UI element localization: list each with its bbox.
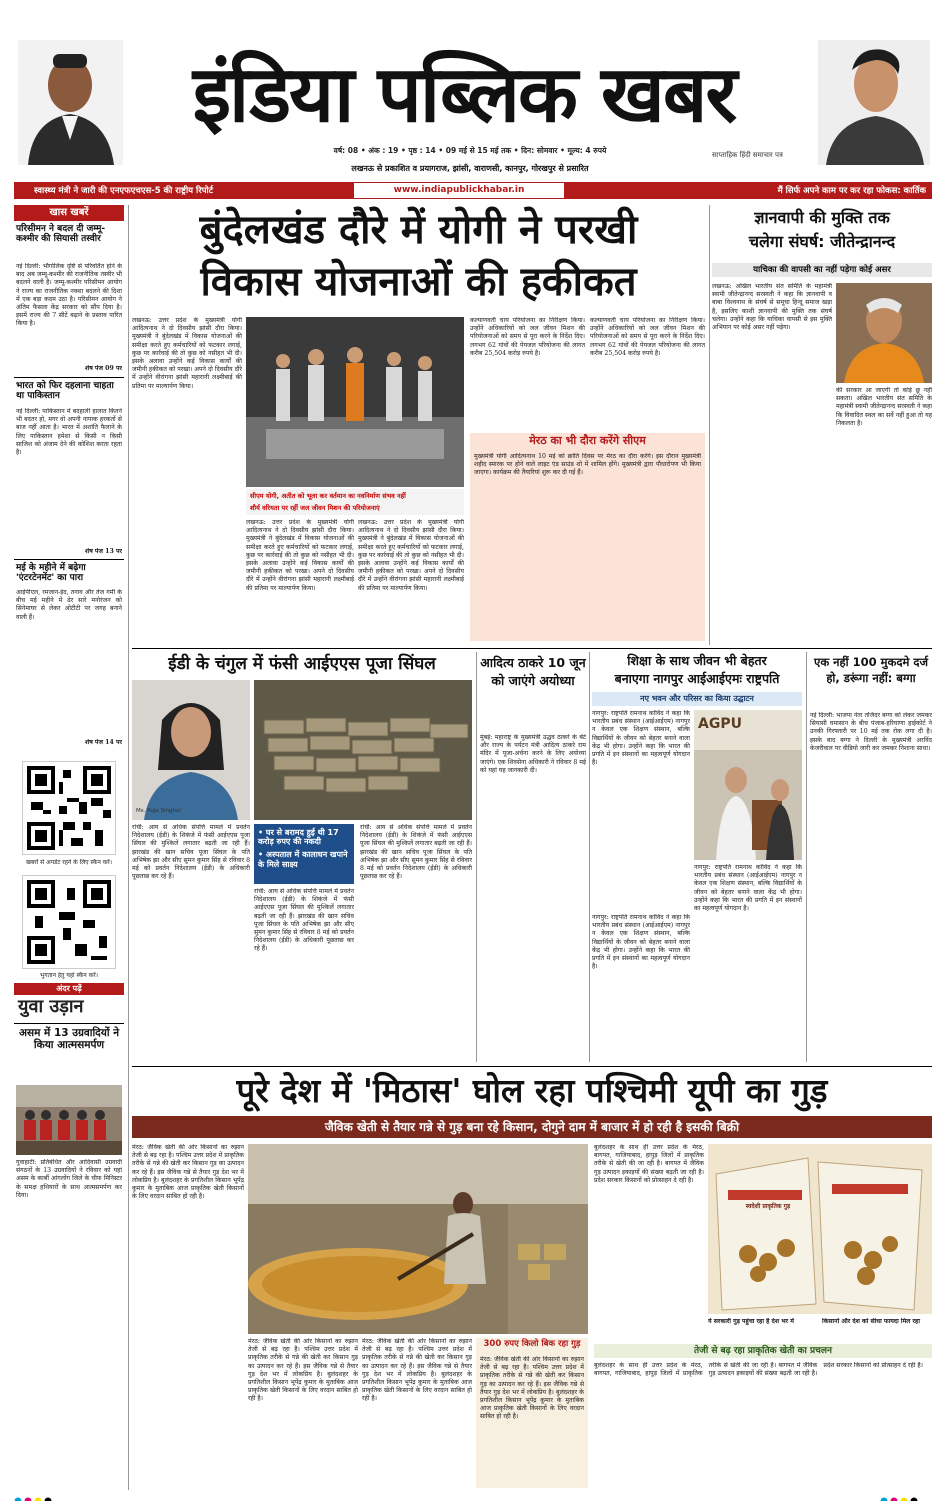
lead-body-cont: लखनऊ: उत्तर प्रदेश के मुख्यमंत्री योगी आदित्यनाथ ने दो दिवसीय झांसी दौरा किया। मुख्यमंत्री ने बुंदेलखंड में विकास योजनाओं की समीक्षा करते हुए कर्मचारियों को फटकार लगाई, कुछ पर कार्रवाई की तो कुछ को नसीहत भी दी। इसके अलावा उन्होंने कई विकास कार्यों की जमीनी हकीकत को परखा। अपने दो दिवसीय दौरे में उन्होंने वीरांगना झांसी महारानी लक्ष्मीबाई की प्रतिमा पर माल्यार्पण किया। <box>246 519 354 592</box>
gud-story <box>132 1068 932 1493</box>
aaditya-body: मुंबई: महाराष्ट्र के मुख्यमंत्री उद्धव ठाकरे के बेटे और राज्य के पर्यटन मंत्री आदित्य ठाकरे राम मंदिर में पूजा-अर्चना करने के लिए अयोध्या जाएंगे। एक शिवसेना अधिकारी ने रविवार 8 मई को यहां यह जानकारी दी। <box>480 734 586 774</box>
gyanvapi-photo <box>836 283 932 383</box>
lead-caption-line: शौर्य वरियता पर रहीं जल जीवन मिशन की परियोजनाएं <box>250 504 380 512</box>
gud-strip: तेजी से बढ़ रहा प्राकृतिक खेती का प्रचलन <box>594 1344 932 1358</box>
lead-headline: बुंदेलखंड दौरे में योगी ने परखी <box>199 207 638 253</box>
nagpur-body-cont: नागपुर: राष्ट्रपति रामनाथ कोविंद ने कहा कि भारतीय प्रबंध संस्थान (आईआईएम) नागपुर न केवल एक शिक्षण संस्थान, बल्कि विद्यार्थियों के जीवन को बेहतर बनाने वाला केंद्र भी होगा। उन्होंने कहा कि भारत की प्रगति में इन संस्थानों का महत्वपूर्ण योगदान है। <box>694 864 802 913</box>
nagpur-body: नागपुर: राष्ट्रपति रामनाथ कोविंद ने कहा कि भारतीय प्रबंध संस्थान (आईआईएम) नागपुर न केवल एक शिक्षण संस्थान, बल्कि विद्यार्थियों के जीवन को बेहतर बनाने वाला केंद्र भी होगा। उन्होंने कहा कि भारत की प्रगति में इन संस्थानों का महत्वपूर्ण योगदान है। <box>592 710 690 767</box>
qr-caption: भुगतान हेतु यहां स्कैन करें। <box>40 972 98 979</box>
lead-body2: कल्याणवर्ती चाय परियोजना का निरीक्षण किया। उन्होंने अधिकारियों को जल जीवन मिशन की परियोजनाओं को समय से पूरा करने के निर्देश दिए। लगभग 62 गांवों की पेयजल परियोजना की लागत करीब 25,504 करोड़ रुपये है। <box>590 317 705 357</box>
sidebar-item-title: भारत को फिर दहलाना चाहता था पाकिस्तान <box>16 381 114 402</box>
ed-photo-cash <box>254 680 472 820</box>
ed-body-cont: रांची: आय से अधिक संपत्ति मामले में प्रवर्तन निदेशालय (ईडी) के शिकंजे में फंसी आईएएस पूजा सिंघल की मुश्किलें लगातार बढ़ती जा रही हैं। झारखंड की खान सचिव पूजा सिंघल के पति अभिषेक झा और सीए सुमन कुमार सिंह से रविवार 8 मई को प्रवर्तन निदेशालय (ईडी) के अधिकारी पूछताछ कर रहे हैं। <box>360 824 472 881</box>
ed-story <box>132 652 472 1062</box>
bagga-story <box>810 652 932 1062</box>
qr-code[interactable] <box>22 875 116 969</box>
lead-body: लखनऊ: उत्तर प्रदेश के मुख्यमंत्री योगी आदित्यनाथ ने दो दिवसीय झांसी दौरा किया। मुख्यमंत्री ने बुंदेलखंड में विकास योजनाओं की समीक्षा करते हुए कर्मचारियों को फटकार लगाई, कुछ पर कार्रवाई की तो कुछ को नसीहत भी दी। इसके अलावा उन्होंने कई विकास कार्यों की जमीनी हकीकत को परखा। अपने दो दिवसीय दौरे में उन्होंने वीरांगना झांसी महारानी लक्ष्मीबाई की प्रतिमा पर माल्यार्पण किया। <box>132 317 242 390</box>
nagpur-photo <box>694 710 802 860</box>
sidebar-item-title: परिसीमन ने बदल दी जम्मू-कश्मीर की सियासी तस्वीर <box>16 224 106 245</box>
sidebar-item-body: आईपीएल, रमजान-ईद, तनाव और तेज गर्मी के बीच मई महीने में ढेर सारे मनोरंजन को सिनेमाघर से लेकर ओटीटी पर जगह बनाने वाली हैं। <box>16 589 122 621</box>
bagga-body: नई दिल्ली: भाजपा नेता तजिंदर बग्गा को लेकर जमकर सियासी घमासान के बीच पंजाब-हरियाणा हाईकोर्ट ने उनकी गिरफ्तारी पर 10 मई तक रोक लगा दी है। इसके बाद बग्गा ने दिल्ली के मुख्यमंत्री अरविंद केजरीवाल पर वीडियो जारी कर जमकर निशाना साधा। <box>810 712 932 752</box>
assam-body: गुवाहाटी: प्रतिबंधित और आदिवासी उग्रवादी संगठनों के 13 उग्रवादियों ने रविवार को यहां असम के कार्बी आंगलोंग जिले के चीफ मिनिस्टर के समक्ष हथियारों के साथ आत्मसमर्पण कर दिया। <box>16 1159 122 1199</box>
website-label[interactable]: www.indiapublickhabar.in <box>354 183 564 198</box>
gud-headline: पूरे देश में 'मिठास' घोल रहा पश्चिमी यूपी का गुड़ <box>236 1071 828 1110</box>
gud-body-cont: मेरठ: जैविक खेती की ओर किसानों का रुझान तेजी से बढ़ रहा है। पश्चिम उत्तर प्रदेश में प्राकृतिक तरीके से गन्ने की खेती कर किसान गुड़ का उत्पादन कर रहे हैं। इस जैविक गन्ने से तैयार गुड़ देश भर में लोकप्रिय है। बुलंदशहर के प्रगतिशील किसान भूपेंद्र कुमार के मुताबिक आज प्राकृतिक खेती किसानों के लिए वरदान साबित हो रही है। <box>362 1338 472 1403</box>
nagpur-photo-label: AGPU <box>698 716 742 732</box>
ed-highlight: • अस्पताल में कालाधन खपाने के मिले साक्ष्य <box>258 850 348 869</box>
meerut-title: मेरठ का भी दौरा करेंगे सीएम <box>529 434 646 447</box>
bagga-title: एक नहीं 100 मुकदमे दर्ज हो, डरूंगा नहीं: बग्गा <box>813 655 928 685</box>
aaditya-title: आदित्य ठाकरे 10 जून को जाएंगे अयोध्या <box>480 655 586 688</box>
gud-body-cont: मेरठ: जैविक खेती की ओर किसानों का रुझान तेजी से बढ़ रहा है। पश्चिम उत्तर प्रदेश में प्राकृतिक तरीके से गन्ने की खेती कर किसान गुड़ का उत्पादन कर रहे हैं। इस जैविक गन्ने से तैयार गुड़ देश भर में लोकप्रिय है। बुलंदशहर के प्रगतिशील किसान भूपेंद्र कुमार के मुताबिक आज प्राकृतिक खेती किसानों के लिए वरदान साबित हो रही है। <box>248 1338 358 1403</box>
sidebar-header: खास खबरें <box>14 205 124 221</box>
sidebar-item-ref: शेष पेज 09 पर <box>84 365 122 372</box>
lead-photo <box>246 317 464 487</box>
nagpur-title: बनाएगा नागपुर आईआईएमः राष्ट्रपति <box>614 671 780 686</box>
ticker-left: स्वास्थ्य मंत्री ने जारी की एनएफएचएस-5 की राष्ट्रीय रिपोर्ट <box>34 186 214 196</box>
lead-body2: कल्याणवर्ती चाय परियोजना का निरीक्षण किया। उन्होंने अधिकारियों को जल जीवन मिशन की परियोजनाओं को समय से पूरा करने के निर्देश दिए। लगभग 62 गांवों की पेयजल परियोजना की लागत करीब 25,504 करोड़ रुपये है। <box>470 317 585 357</box>
lead-caption <box>246 489 464 515</box>
lead-story <box>132 205 705 645</box>
gyanvapi-body: लखनऊ: अखिल भारतीय संत समिति के महामंत्री स्वामी जीतेन्द्रानन्द सरस्वती ने कहा कि ज्ञानवापी व बाबा विश्वनाथ के संघर्ष से समूचा हिन्दू समाज खड़ा है, इसलिए काशी ज्ञानवापी की मुक्ति तक संघर्ष चलेगा। उन्होंने कहा कि याचिका वापसी से इस मुक्ति अभियान पर कोई असर नहीं पड़ेगा। <box>712 283 832 332</box>
masthead-editions: लखनऊ से प्रकाशित व प्रयागराज, झांसी, वाराणसी, कानपुर, गोरखपुर से प्रसारित <box>351 164 589 173</box>
gud-photo-packet <box>708 1144 932 1314</box>
ed-body-cont: रांची: आय से अधिक संपत्ति मामले में प्रवर्तन निदेशालय (ईडी) के शिकंजे में फंसी आईएएस पूजा सिंघल की मुश्किलें लगातार बढ़ती जा रही हैं। झारखंड की खान सचिव पूजा सिंघल के पति अभिषेक झा और सीए सुमन कुमार सिंह से रविवार 8 मई को प्रवर्तन निदेशालय (ईडी) के अधिकारी पूछताछ कर रहे हैं। <box>254 888 354 953</box>
minister-portrait <box>18 40 123 165</box>
gud-packet-label: स्वदेशी प्राकृतिक गुड़ <box>745 1203 791 1210</box>
ed-photo-label: Ms. Puja Singhal <box>136 808 181 814</box>
gud-price-body: मेरठ: जैविक खेती की ओर किसानों का रुझान तेजी से बढ़ रहा है। पश्चिम उत्तर प्रदेश में प्राकृतिक तरीके से गन्ने की खेती कर किसान गुड़ का उत्पादन कर रहे हैं। इस जैविक गन्ने से तैयार गुड़ देश भर में लोकप्रिय है। बुलंदशहर के प्रगतिशील किसान भूपेंद्र कुमार के मुताबिक आज प्राकृतिक खेती किसानों के लिए वरदान साबित हो रही है। <box>480 1356 584 1421</box>
ed-highlight: • घर से बरामद हुई थी 17 करोड़ रुपए की नकदी <box>258 828 339 847</box>
nagpur-sub: नए भवन और परिसर का किया उद्घाटन <box>592 692 802 706</box>
gud-sub: जैविक खेती से तैयार गन्ने से गुड़ बना रहे किसान, दोगुने दाम में बाजार में हो रही है इसकी बिक्री <box>132 1116 932 1138</box>
meerut-box <box>470 433 705 641</box>
masthead-tagline: साप्ताहिक हिंदी समाचार पत्र <box>712 151 783 159</box>
ticker-bar <box>14 182 932 199</box>
registration-marks <box>880 1490 930 1498</box>
sidebar-item-body: नई दिल्ली: पाकिस्तान में बदहाली हालात कितने भी बदतर हो, मगर वो अपनी नापाक हरकतों से बाज नहीं आता है। भारत में अशांति फैलाने के लिए पाकिस्तान हमेशा से किसी न किसी साजिश को अंजाम देने की कोशिश करता रहता है। <box>16 408 122 457</box>
gud-photo-caption: ये सरकारी गुड़ पहुंचा रहा है देश भर में <box>708 1318 794 1325</box>
ed-highlight-box <box>254 824 354 884</box>
lead-body-cont: लखनऊ: उत्तर प्रदेश के मुख्यमंत्री योगी आदित्यनाथ ने दो दिवसीय झांसी दौरा किया। मुख्यमंत्री ने बुंदेलखंड में विकास योजनाओं की समीक्षा करते हुए कर्मचारियों को फटकार लगाई, कुछ पर कार्रवाई की तो कुछ को नसीहत भी दी। इसके अलावा उन्होंने कई विकास कार्यों की जमीनी हकीकत को परखा। अपने दो दिवसीय दौरे में उन्होंने वीरांगना झांसी महारानी लक्ष्मीबाई की प्रतिमा पर माल्यार्पण किया। <box>358 519 464 592</box>
ed-headline: ईडी के चंगुल में फंसी आईएएस पूजा सिंघल <box>168 654 436 674</box>
andar-label: अंदर पढ़ें <box>14 983 124 995</box>
sidebar-item-body: नई दिल्ली: भौगोलिक दृष्टि से परिवर्तित होने के बाद अब जम्मू-कश्मीर की राजनीतिक तस्वीर भी बदलने वाली है। जम्मू-कश्मीर परिसीमन आयोग ने राज्य का राजनीतिक नक्शा बदलने की दिशा में एक बड़ा कदम उठा है। परिसीमन आयोग ने अंतिम फैसला केंद्र सरकार को सौंप दिया है। इसमें राज्य की 7 सीटें बढ़ाने के प्रस्ताव पारित किया है। <box>16 263 122 328</box>
lead-caption-line: सीएम योगी, अतीत को भूला कर वर्तमान का नवनिर्माण संभव नहीं <box>250 492 406 500</box>
sidebar-item-ref: शेष पेज 14 पर <box>84 739 122 746</box>
assam-photo <box>16 1085 122 1155</box>
nagpur-story <box>592 652 802 1062</box>
gud-price-box <box>476 1338 588 1488</box>
lead-headline: विकास योजनाओं की हकीकत <box>200 259 637 305</box>
ed-body: रांची: आय से अधिक संपत्ति मामले में प्रवर्तन निदेशालय (ईडी) के शिकंजे में फंसी आईएएस पूजा सिंघल की मुश्किलें लगातार बढ़ती जा रही हैं। झारखंड की खान सचिव पूजा सिंघल के पति अभिषेक झा और सीए सुमन कुमार सिंह से रविवार 8 मई को प्रवर्तन निदेशालय (ईडी) के अधिकारी पूछताछ कर रहे हैं। <box>132 824 250 881</box>
masthead-meta: वर्ष: 08 • अंक : 19 • पृष्ठ : 14 • 09 मई से 15 मई तक • दिन: सोमवार • मूल्य: 4 रुपये <box>333 146 607 155</box>
gud-price-title: 300 रुपए किलो बिक रहा गुड़ <box>483 1339 581 1349</box>
gyanvapi-title: ज्ञानवापी की मुक्ति तक <box>754 208 890 227</box>
sidebar-item-ref: शेष पेज 13 पर <box>84 548 122 555</box>
gyanvapi-title: चलेगा संघर्ष: जीतेन्द्रानन्द <box>748 232 896 251</box>
gyanvapi-sub: याचिका की वापसी का नहीं पड़ेगा कोई असर <box>712 263 932 277</box>
nagpur-title: शिक्षा के साथ जीवन भी बेहतर <box>627 653 767 668</box>
actor-portrait <box>818 40 930 165</box>
gyanvapi-body2: की सरकार आ जाएगी तो कोई छू नहीं सकता। अखिल भारतीय संत समिति के महामंत्री स्वामी जीतेन्द्रानन्द सरस्वती ने कहा कि विवादित स्थल का सर्वे नहीं हुआ तो यह निकलता है। <box>836 387 932 427</box>
qr-caption: खबरों से अपडेट रहने के लिए स्कैन करें। <box>25 859 113 866</box>
assam-title: असम में 13 उग्रवादियों ने किया आत्मसमर्पण <box>18 1027 120 1052</box>
aaditya-story <box>480 652 586 1062</box>
gyanvapi-story <box>712 205 932 645</box>
registration-marks <box>14 1490 74 1498</box>
yuva-logo: युवा उड़ान <box>18 996 84 1017</box>
ed-photo-person <box>132 680 250 820</box>
gud-body: मेरठ: जैविक खेती की ओर किसानों का रुझान तेजी से बढ़ रहा है। पश्चिम उत्तर प्रदेश में प्राकृतिक तरीके से गन्ने की खेती कर किसान गुड़ का उत्पादन कर रहे हैं। इस जैविक गन्ने से तैयार गुड़ देश भर में लोकप्रिय है। बुलंदशहर के प्रगतिशील किसान भूपेंद्र कुमार के मुताबिक आज प्राकृतिक खेती किसानों के लिए वरदान साबित हो रही है। <box>132 1144 244 1201</box>
gud-photo-boiling <box>248 1144 588 1334</box>
gud-body2-cont: बुलंदशहर के साथ ही उत्तर प्रदेश के मेरठ, बागपत, गाजियाबाद, हापुड़ जिलों में प्राकृतिक तरीके से खेती की जा रही है। बागपत में जैविक गुड़ उत्पादन इकाइयों की संख्या बढ़ती जा रही है। प्रदेश सरकार किसानों को प्रोत्साहन दे रही है। <box>594 1362 923 1378</box>
nagpur-body-cont: नागपुर: राष्ट्रपति रामनाथ कोविंद ने कहा कि भारतीय प्रबंध संस्थान (आईआईएम) नागपुर न केवल एक शिक्षण संस्थान, बल्कि विद्यार्थियों के जीवन को बेहतर बनाने वाला केंद्र भी होगा। उन्होंने कहा कि भारत की प्रगति में इन संस्थानों का महत्वपूर्ण योगदान है। <box>592 914 690 971</box>
sidebar <box>14 205 124 1495</box>
masthead-title: इंडिया पब्लिक खबर <box>192 50 736 140</box>
meerut-body: मुख्यमंत्री योगी आदित्यनाथ 10 मई को क्रांति दिवस पर मेरठ का दौरा करेंगे। इस दौरान मुख्यमंत्री शहीद स्मारक पर होने वाले लाइट एंड साउंड शो में शामिल होंगे। मुख्यमंत्री द्वारा पौधारोपण भी किया जाएगा। कार्यक्रम की तैयारियां शुरू कर दी गई हैं। <box>474 453 701 477</box>
gud-body2: बुलंदशहर के साथ ही उत्तर प्रदेश के मेरठ, बागपत, गाजियाबाद, हापुड़ जिलों में प्राकृतिक तरीके से खेती की जा रही है। बागपत में जैविक गुड़ उत्पादन इकाइयों की संख्या बढ़ती जा रही है। प्रदेश सरकार किसानों को प्रोत्साहन दे रही है। <box>594 1144 704 1184</box>
qr-code[interactable] <box>22 761 116 855</box>
ticker-right: मैं सिर्फ अपने काम पर कर रहा फोकस: कार्तिक <box>777 186 926 196</box>
gud-photo-caption: किसानों और देश को सीधा फायदा मिल रहा <box>822 1318 920 1325</box>
sidebar-item-title: मई के महीने में बढ़ेगा 'एंटरटेनमेंट' का पारा <box>16 563 86 584</box>
masthead <box>0 0 945 180</box>
